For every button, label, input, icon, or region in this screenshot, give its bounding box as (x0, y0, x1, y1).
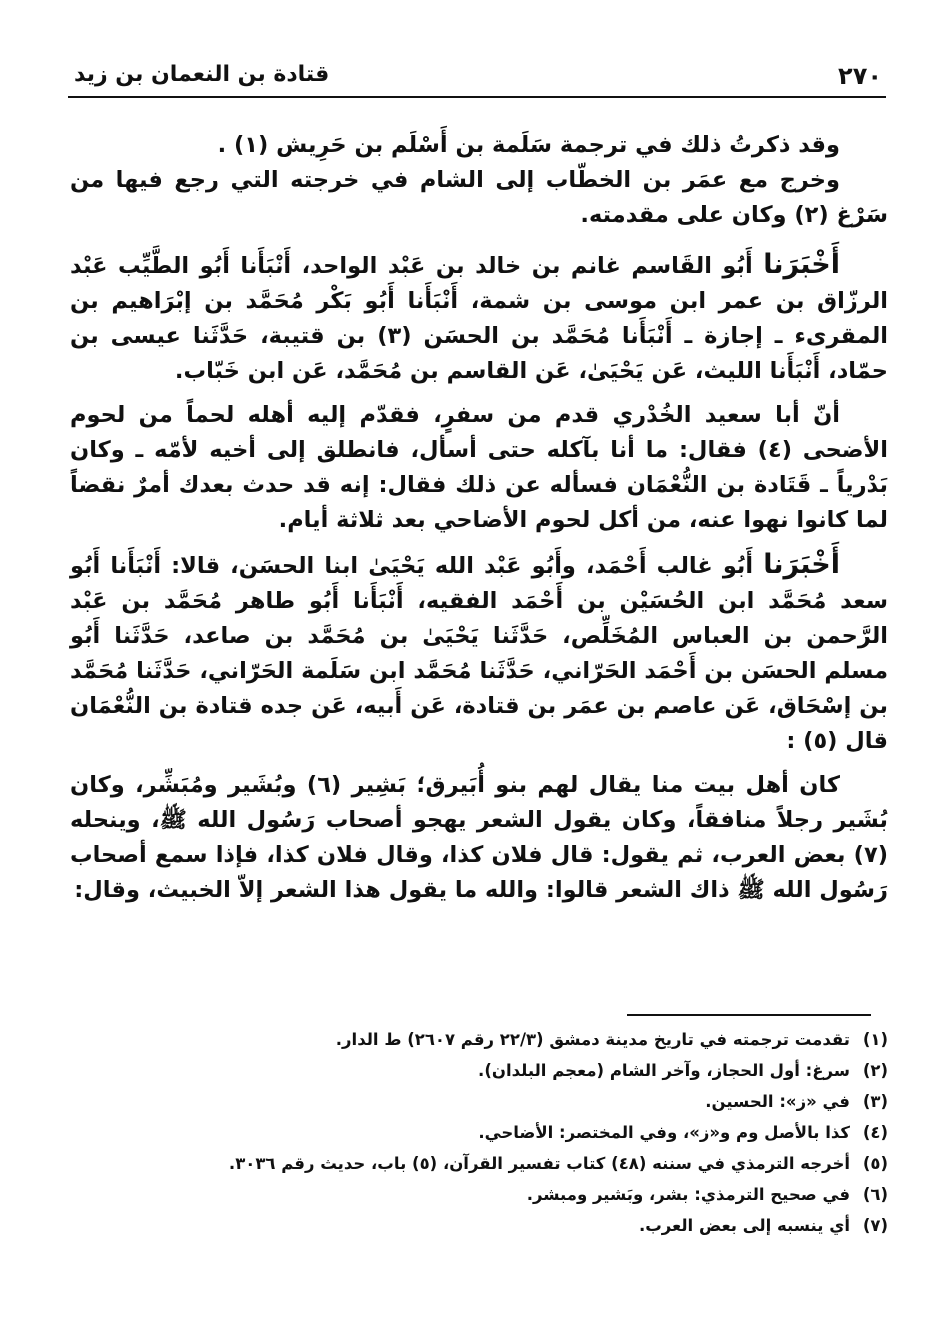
page-header (68, 56, 886, 98)
footnote-4 (70, 1117, 888, 1148)
paragraph-text: أَبُو غالب أَحْمَد، وأَبُو عَبْد الله يَحْيَىٰ ابنا الحسَن، قالا: أَنْبَأَنا أَبُو سعد مُحَمَّد ابن الحُسَيْن بن أَحْمَد الفقيه، أَنْبَأَنا أَبُو طاهر مُحَمَّد بن عَبْد الرَّحمن بن العباس المُخَلِّص، حَدَّثَنا يَحْيَىٰ بن مُحَمَّد بن صاعد، حَدَّثَنا أَبُو مسلم الحسَن بن أَحْمَد الحَرّاني، حَدَّثَنا مُحَمَّد ابن سَلَمة الحَرّاني، حَدَّثَنا مُحَمَّد بن إسْحَاق، عَن عاصم بن عمَر بن قتادة، عَن أَبيه، عَن جده قتادة بن النُّعْمَان قال (٥) : (70, 553, 888, 754)
footnote-6 (70, 1179, 888, 1210)
footnote-number: (٣) (862, 1092, 888, 1111)
paragraph-text: وقد ذكرتُ ذلك في ترجمة سَلَمة بن أَسْلَم بن حَرِيش (١) . (217, 132, 840, 158)
footnote-7 (70, 1210, 888, 1241)
footnote-text: أخرجه الترمذي في سننه (٤٨) كتاب تفسير القرآن، (٥) باب، حديث رقم ٣٠٣٦. (228, 1154, 850, 1173)
paragraph-text: أنّ أبا سعيد الخُدْري قدم من سفرٍ، فقدّم إليه أهله لحماً من لحوم الأضحى (٤) فقال: ما أنا بآكله حتى أسأل، فانطلق إلى أخيه لأمّه ـ وكان بَدْرياً ـ قَتَادة بن النُّعْمَان فسأله عن ذلك فقال: إنه قد حدث بعدك أمرٌ نقضاً لما كانوا نهوا عنه، من أكل لحوم الأضاحي بعد ثلاثة أيام. (70, 402, 888, 533)
footnote-text: كذا بالأصل وم و«ز»، وفي المختصر: الأضاحي. (478, 1123, 850, 1142)
footnote-text: في صحيح الترمذي: بشر، وبَشير ومبشر. (526, 1185, 850, 1204)
footnote-text: أي ينسبه إلى بعض العرب. (638, 1216, 850, 1235)
footnote-1 (70, 1024, 888, 1055)
paragraph-text: وخرج مع عمَر بن الخطّاب إلى الشام في خرجته التي رجع فيها من سَرْغ (٢) وكان على مقدمته. (70, 167, 888, 228)
akhbarana-keyword: أَخْبَرَنا (763, 249, 840, 280)
footnote-number: (٦) (862, 1185, 888, 1204)
footnote-number: (٧) (862, 1216, 888, 1235)
footnote-text: في «ز»: الحسين. (705, 1092, 850, 1111)
footnote-text: سرغ: أول الحجاز، وآخر الشام (معجم البلدان). (478, 1061, 850, 1080)
paragraph-4 (70, 398, 888, 538)
paragraph-text: كان أهل بيت منا يقال لهم بنو أُبَيرق؛ بَشِير (٦) وبُشَير ومُبَشِّر، وكان بُشَير رجلاً منافقاً، وكان يقول الشعر يهجو أصحاب رَسُول الله ﷺ، وينحله (٧) بعض العرب، ثم يقول: قال فلان كذا، وقال فلان كذا، فإذا سمع أصحاب رَسُول الله ﷺ ذاك الشعر قالوا: والله ما يقول هذا الشعر إلاّ الخبيث، وقال: (70, 772, 888, 903)
footnote-3 (70, 1086, 888, 1117)
paragraph-2 (70, 163, 888, 233)
footnote-number: (٤) (862, 1123, 888, 1142)
footnote-5 (70, 1148, 888, 1179)
header-rule (68, 96, 886, 98)
footnote-2 (70, 1055, 888, 1086)
isnad-paragraph-1 (70, 247, 888, 389)
footnotes (70, 1024, 888, 1241)
footnote-separator (627, 1014, 871, 1016)
footnote-text: تقدمت ترجمته في تاريخ مدينة دمشق (٢٢/٣ رقم ٢٦٠٧) ط الدار. (335, 1030, 850, 1049)
isnad-paragraph-2 (70, 547, 888, 759)
footnote-number: (٢) (862, 1061, 888, 1080)
footnote-number: (٥) (862, 1154, 888, 1173)
paragraph-1 (70, 128, 888, 163)
main-text (70, 128, 888, 908)
running-title: قتادة بن النعمان بن زيد (74, 62, 330, 87)
paragraph-6 (70, 768, 888, 908)
footnote-number: (١) (862, 1030, 888, 1049)
paragraph-text: أَبُو القَاسم غانم بن خالد بن عَبْد الواحد، أَنْبَأَنا أَبُو الطَّيِّب عَبْد الرزّاق بن عمر ابن موسى بن شمة، أَنْبَأَنا أَبُو بَكْر مُحَمَّد بن إبْرَاهيم بن المقرىء ـ إجازة ـ أَنْبَأَنا مُحَمَّد بن الحسَن (٣) بن قتيبة، حَدَّثَنا عيسى بن حمّاد، أَنْبَأَنا الليث، عَن يَحْيَىٰ، عَن القاسم بن مُحَمَّد، عَن ابن خَبّاب. (70, 253, 888, 384)
page-number: ٢٧٠ (838, 62, 882, 90)
akhbarana-keyword: أَخْبَرَنا (763, 549, 840, 580)
